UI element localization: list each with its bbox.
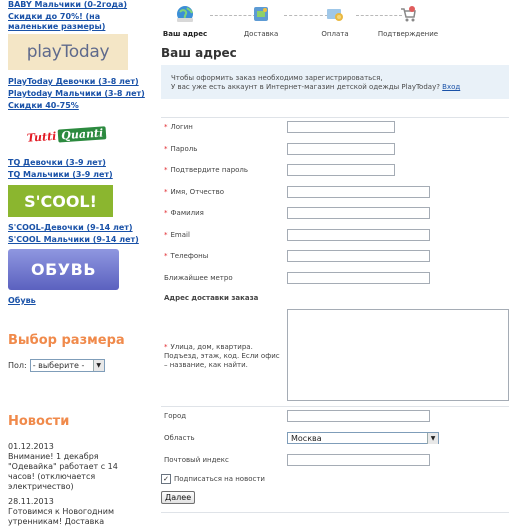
- city-input[interactable]: [287, 410, 430, 422]
- tutti-logo-part2: Quanti: [58, 126, 107, 142]
- payment-icon: [325, 4, 345, 24]
- sidebar-link-sale-70-cont[interactable]: маленькие размеры): [8, 22, 106, 31]
- step-confirmation: [378, 4, 438, 38]
- password-input[interactable]: [287, 143, 395, 155]
- news-text: Внимание! 1 декабря "Одевайка" работает с 14 часов! (отключается электричество): [8, 452, 118, 491]
- confirm-password-input[interactable]: [287, 164, 395, 176]
- surname-label-text: Фамилия: [170, 209, 204, 217]
- email-label: * Email: [164, 231, 190, 239]
- region-label: Область: [164, 434, 195, 442]
- metro-input[interactable]: [287, 272, 430, 284]
- login-link[interactable]: Вход: [442, 83, 461, 91]
- name-label: * Имя, Отчество: [164, 188, 225, 196]
- newsletter-label: Подписаться на новости: [174, 475, 265, 483]
- gender-row: [8, 359, 105, 372]
- divider: [161, 117, 509, 118]
- step-payment: [314, 4, 356, 38]
- password-label-text: Пароль: [170, 145, 198, 153]
- cart-confirm-icon: [398, 4, 418, 24]
- sidebar-link-shoes[interactable]: Обувь: [8, 296, 36, 305]
- sidebar-link-baby-boys[interactable]: BABY Мальчики (0-2года): [8, 0, 128, 9]
- gender-select[interactable]: [30, 359, 105, 372]
- address-textarea[interactable]: [287, 309, 509, 401]
- shoes-banner-text: ОБУВЬ: [30, 260, 97, 279]
- surname-label: * Фамилия: [164, 209, 204, 217]
- news-date: 01.12.2013: [8, 442, 54, 451]
- playtoday-logo-text: playToday: [26, 42, 110, 62]
- shoes-banner[interactable]: [8, 249, 119, 290]
- surname-input[interactable]: [287, 207, 430, 219]
- delivery-icon: [251, 4, 271, 24]
- page-title: Ваш адрес: [161, 46, 237, 60]
- login-input[interactable]: [287, 121, 395, 133]
- news-text: Готовимся к Новогодним утренникам! Доставка: [8, 507, 115, 526]
- divider: [161, 512, 509, 513]
- region-select-value: Москва: [291, 433, 322, 443]
- playtoday-logo[interactable]: [8, 34, 128, 70]
- confirm-password-label: * Подтвердите пароль: [164, 166, 249, 174]
- step-label-confirmation: Подтверждение: [377, 30, 439, 38]
- sidebar-link-tq-boys[interactable]: TQ Мальчики (3-9 лет): [8, 170, 113, 179]
- sidebar-link-tq-girls[interactable]: TQ Девочки (3-9 лет): [8, 158, 106, 167]
- step-address: [160, 4, 210, 38]
- address-label-text: Улица, дом, квартира. Подъезд, этаж, код. Если офис – название, как найти.: [164, 343, 280, 369]
- notice-line1: Чтобы оформить заказ необходимо зарегистрироваться,: [171, 74, 383, 82]
- gender-select-value: - выберите -: [32, 361, 85, 370]
- email-input[interactable]: [287, 229, 430, 241]
- confirm-password-label-text: Подтвердите пароль: [170, 166, 249, 174]
- login-label-text: Логин: [170, 123, 193, 131]
- chevron-down-icon: ▼: [93, 360, 104, 371]
- address-globe-icon: [175, 4, 195, 24]
- login-label: * Логин: [164, 123, 193, 131]
- news-item: [8, 497, 128, 527]
- registration-notice: [161, 65, 509, 99]
- scool-logo[interactable]: [8, 185, 113, 217]
- tutti-logo-part1: Tutti: [26, 129, 57, 145]
- phones-input[interactable]: [287, 250, 430, 262]
- step-label-payment: Оплата: [321, 30, 349, 38]
- sidebar: [0, 0, 150, 526]
- tutti-quanti-logo[interactable]: [17, 120, 115, 151]
- phones-label-text: Телефоны: [170, 252, 209, 260]
- news-heading: Новости: [8, 414, 70, 429]
- metro-label: [164, 274, 233, 282]
- sidebar-link-sale-40-75[interactable]: Скидки 40-75%: [8, 101, 79, 110]
- newsletter-row: [161, 474, 265, 484]
- sidebar-link-playtoday-boys[interactable]: Playtoday Мальчики (3-8 лет): [8, 89, 145, 98]
- divider: [161, 406, 509, 407]
- news-date: 28.11.2013: [8, 497, 54, 506]
- scool-logo-text: S'COOL!: [24, 191, 97, 211]
- notice-line2: У вас уже есть аккаунт в Интернет-магазин детской одежды PlayToday?: [171, 83, 440, 91]
- name-input[interactable]: [287, 186, 430, 198]
- address-section-title: Адрес доставки заказа: [164, 294, 259, 302]
- news-item: [8, 442, 128, 492]
- address-label: * Улица, дом, квартира. Подъезд, этаж, код. Если офис – название, как найти.: [164, 343, 280, 369]
- checkout-steps: [160, 4, 460, 44]
- password-label: * Пароль: [164, 145, 198, 153]
- gender-label: Пол:: [8, 361, 27, 370]
- newsletter-checkbox[interactable]: ✓: [161, 474, 171, 484]
- step-delivery: [238, 4, 284, 38]
- email-label-text: Email: [170, 231, 190, 239]
- sidebar-link-scool-boys[interactable]: S'COOL Мальчики (9-14 лет): [8, 235, 139, 244]
- step-label-address: Ваш адрес: [162, 30, 208, 38]
- chevron-down-icon: ▼: [427, 433, 438, 444]
- postcode-input[interactable]: [287, 454, 430, 466]
- sidebar-link-sale-70[interactable]: Скидки до 70%! (на: [8, 12, 101, 21]
- phones-label: * Телефоны: [164, 252, 209, 260]
- metro-label-text: Ближайшее метро: [164, 274, 233, 282]
- sidebar-link-scool-girls[interactable]: S'COOL-Девочки (9-14 лет): [8, 223, 133, 232]
- name-label-text: Имя, Отчество: [170, 188, 225, 196]
- postcode-label: Почтовый индекс: [164, 456, 229, 464]
- step-label-delivery: Доставка: [243, 30, 279, 38]
- sidebar-link-playtoday-girls[interactable]: PlayToday Девочки (3-8 лет): [8, 77, 139, 86]
- size-heading: Выбор размера: [8, 333, 125, 348]
- city-label: Город: [164, 412, 187, 420]
- region-select[interactable]: [287, 432, 439, 444]
- next-button[interactable]: Далее: [161, 491, 195, 504]
